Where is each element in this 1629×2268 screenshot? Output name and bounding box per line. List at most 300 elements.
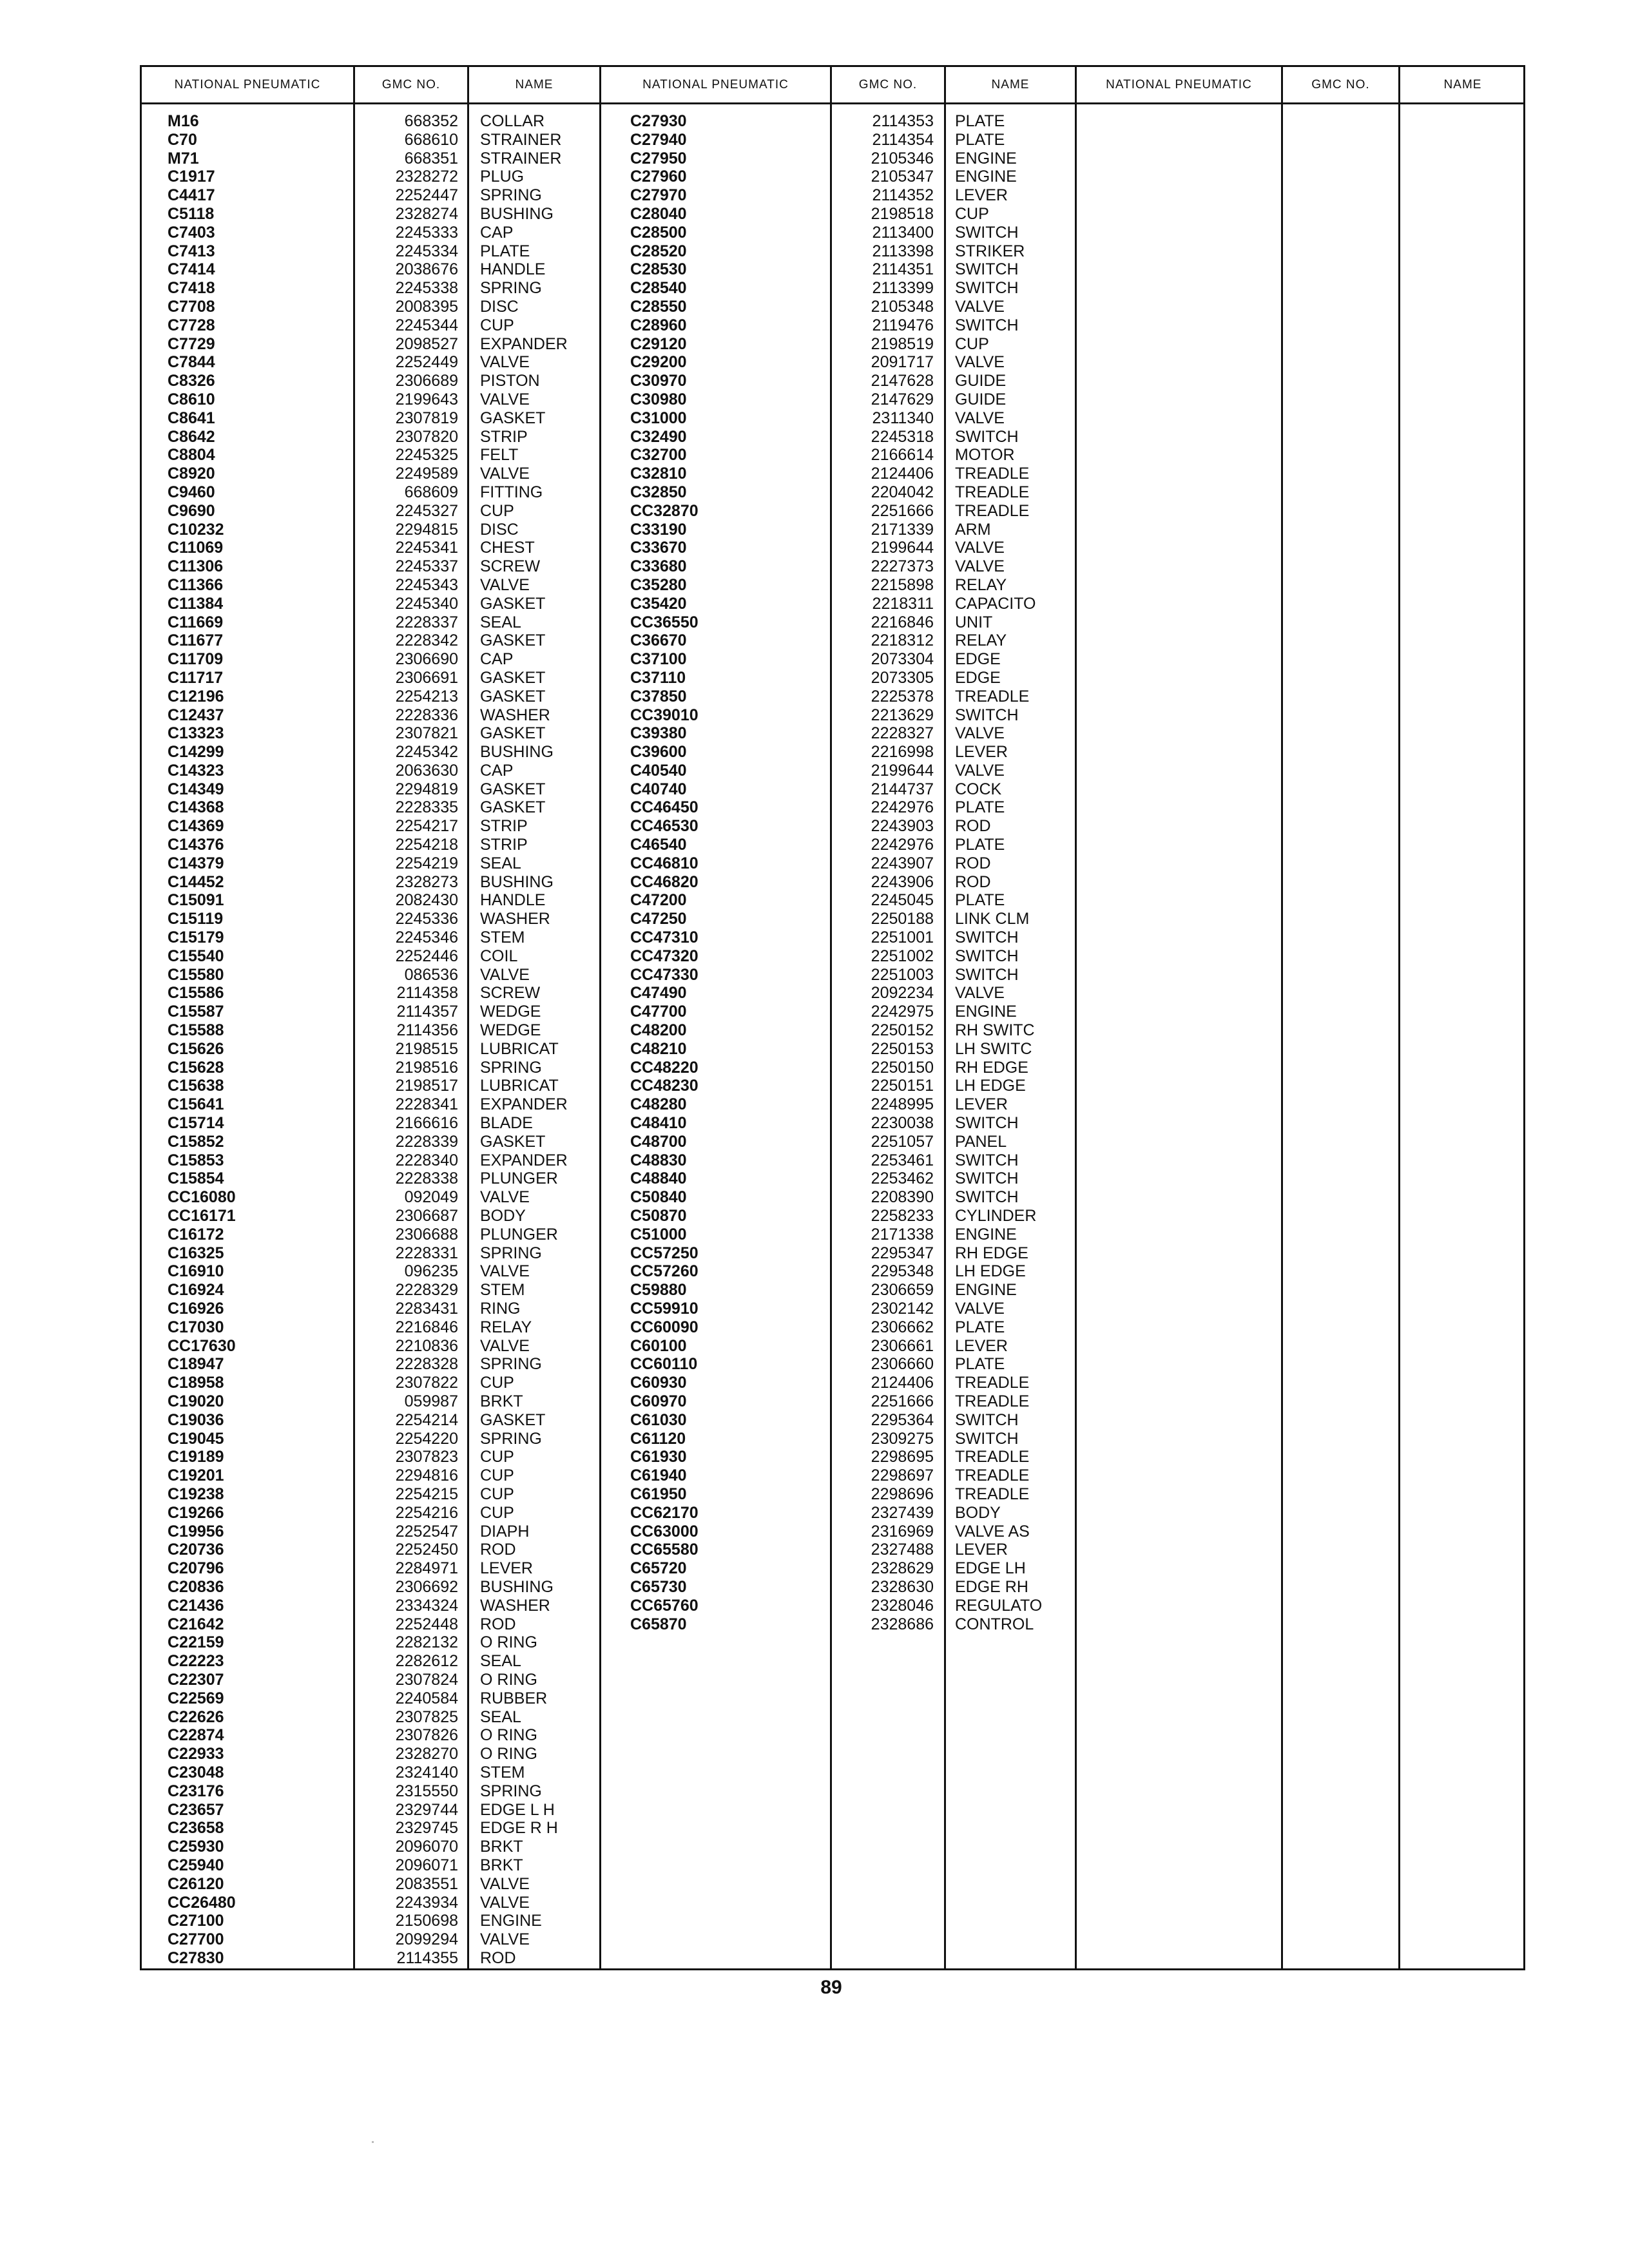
- national-pneumatic-number: C11366: [168, 575, 224, 594]
- gmc-number: 2228329: [395, 1281, 458, 1300]
- part-name: SEAL: [480, 1652, 521, 1671]
- gmc-number: 2114352: [872, 186, 934, 205]
- part-name: LEVER: [955, 1095, 1008, 1114]
- national-pneumatic-number: CC16171: [168, 1207, 236, 1225]
- gmc-number: 2198519: [871, 334, 934, 353]
- part-name: STRAINER: [480, 130, 562, 149]
- gmc-number: 2328629: [871, 1559, 934, 1578]
- part-name: VALVE: [480, 465, 530, 483]
- gmc-number: 2245340: [395, 594, 458, 613]
- gmc-number: 2210836: [395, 1336, 458, 1355]
- gmc-number: 2250188: [871, 910, 934, 928]
- gmc-number: 2240584: [395, 1689, 458, 1707]
- gmc-number: 2307822: [395, 1374, 458, 1392]
- national-pneumatic-number: C48280: [630, 1095, 687, 1114]
- gmc-number: 2302142: [871, 1300, 934, 1318]
- part-name: UNIT: [955, 613, 993, 631]
- gmc-number: 2243934: [395, 1893, 458, 1912]
- gmc-number: 2251666: [871, 501, 934, 520]
- part-name: VALVE: [955, 557, 1005, 576]
- part-name: PLUG: [480, 168, 525, 186]
- part-name: SPRING: [480, 279, 542, 298]
- part-name: COCK: [955, 780, 1002, 798]
- header-name: NAME: [515, 78, 554, 91]
- national-pneumatic-number: C48840: [630, 1169, 687, 1188]
- gmc-number: 2228335: [395, 798, 458, 817]
- gmc-number: 2250150: [871, 1058, 934, 1077]
- national-pneumatic-number: C50840: [630, 1188, 687, 1207]
- gmc-number: 2252447: [395, 186, 458, 205]
- part-name: TREADLE: [955, 1374, 1030, 1392]
- part-name: SWITCH: [955, 947, 1019, 965]
- part-name: PLATE: [480, 242, 530, 260]
- national-pneumatic-number: C50870: [630, 1207, 687, 1225]
- gmc-number: 2227373: [871, 557, 934, 576]
- part-name: VALVE: [955, 297, 1005, 316]
- gmc-number: 2147628: [871, 372, 934, 390]
- part-name: BLADE: [480, 1114, 533, 1133]
- national-pneumatic-number: C15714: [168, 1114, 224, 1133]
- national-pneumatic-number: CC36550: [630, 613, 699, 631]
- national-pneumatic-number: CC17630: [168, 1336, 236, 1355]
- part-name: PLATE: [955, 1318, 1005, 1336]
- gmc-number: 2298695: [871, 1448, 934, 1466]
- national-pneumatic-number: C21436: [168, 1596, 224, 1615]
- national-pneumatic-number: C11069: [168, 539, 224, 557]
- national-pneumatic-number: C33680: [630, 557, 687, 576]
- national-pneumatic-number: C27100: [168, 1912, 224, 1930]
- gmc-number: 2252448: [395, 1615, 458, 1633]
- gmc-number: 2099294: [395, 1930, 458, 1949]
- national-pneumatic-number: C10232: [168, 520, 224, 539]
- national-pneumatic-number: C22874: [168, 1726, 224, 1745]
- part-name: EDGE LH: [955, 1559, 1026, 1578]
- gmc-number: 2306687: [395, 1207, 458, 1225]
- national-pneumatic-number: C16172: [168, 1225, 224, 1244]
- part-name: TREADLE: [955, 483, 1030, 501]
- national-pneumatic-number: C28520: [630, 242, 687, 260]
- gmc-number: 2295348: [871, 1262, 934, 1281]
- gmc-number: 2038676: [395, 260, 458, 279]
- part-name: RUBBER: [480, 1689, 548, 1707]
- page-number: 89: [820, 1977, 842, 1998]
- national-pneumatic-number: C16926: [168, 1300, 224, 1318]
- gmc-number: 2252450: [395, 1541, 458, 1559]
- parts-cross-reference-table: [140, 65, 1525, 1970]
- gmc-number: 2307824: [395, 1670, 458, 1689]
- part-name: STRIP: [480, 427, 528, 446]
- gmc-number: 2251001: [871, 928, 934, 947]
- part-name: PLATE: [955, 836, 1005, 854]
- national-pneumatic-number: C28040: [630, 204, 687, 223]
- gmc-number: 2327488: [871, 1541, 934, 1559]
- gmc-number: 2113400: [872, 223, 934, 242]
- part-name: VALVE: [480, 1930, 530, 1949]
- part-name: SPRING: [480, 1244, 542, 1262]
- national-pneumatic-number: CC46450: [630, 798, 699, 817]
- national-pneumatic-number: C7413: [168, 242, 215, 260]
- part-name: WEDGE: [480, 1003, 541, 1021]
- national-pneumatic-number: C23048: [168, 1763, 224, 1782]
- national-pneumatic-column: [630, 112, 827, 1633]
- part-name: PLATE: [955, 798, 1005, 817]
- part-name: WASHER: [480, 1596, 550, 1615]
- part-name: CUP: [480, 501, 514, 520]
- gmc-number: 2198515: [395, 1039, 458, 1058]
- part-name: WEDGE: [480, 1021, 541, 1040]
- part-name: BUSHING: [480, 872, 554, 891]
- part-name: BUSHING: [480, 204, 554, 223]
- national-pneumatic-number: C11669: [168, 613, 224, 631]
- part-name: ROD: [480, 1541, 516, 1559]
- part-name: RELAY: [480, 1318, 532, 1336]
- part-name: BODY: [955, 1503, 1001, 1522]
- part-name: STEM: [480, 1281, 525, 1300]
- national-pneumatic-number: C23658: [168, 1819, 224, 1838]
- gmc-number: 2092234: [871, 984, 934, 1003]
- part-name: ROD: [480, 1948, 516, 1967]
- national-pneumatic-number: C47490: [630, 984, 687, 1003]
- part-name: VALVE: [480, 1262, 530, 1281]
- national-pneumatic-number: C7403: [168, 223, 215, 242]
- national-pneumatic-number: C11717: [168, 668, 224, 687]
- part-name: ROD: [955, 854, 991, 872]
- gmc-number: 2294816: [395, 1466, 458, 1485]
- part-name: GASKET: [480, 1410, 546, 1429]
- gmc-number: 2328270: [395, 1745, 458, 1763]
- gmc-number: 2245346: [395, 928, 458, 947]
- part-name: TREADLE: [955, 465, 1030, 483]
- national-pneumatic-number: CC63000: [630, 1522, 699, 1541]
- national-pneumatic-number: C16924: [168, 1281, 224, 1300]
- gmc-number: 2307823: [395, 1448, 458, 1466]
- part-name: MOTOR: [955, 446, 1015, 465]
- gmc-number: 2228337: [395, 613, 458, 631]
- part-name: BODY: [480, 1207, 526, 1225]
- part-name: STEM: [480, 1763, 525, 1782]
- part-name: TREADLE: [955, 1485, 1030, 1503]
- national-pneumatic-number: CC46530: [630, 817, 699, 836]
- part-name: SPRING: [480, 186, 542, 205]
- national-pneumatic-number: C27700: [168, 1930, 224, 1949]
- national-pneumatic-number: C4417: [168, 186, 215, 205]
- gmc-number: 2306692: [395, 1577, 458, 1596]
- national-pneumatic-number: C60100: [630, 1336, 687, 1355]
- part-name: SEAL: [480, 1707, 521, 1726]
- gmc-number: 2105346: [871, 149, 934, 168]
- part-name: GASKET: [480, 1132, 546, 1151]
- national-pneumatic-number: C5118: [168, 204, 215, 223]
- part-name: SPRING: [480, 1355, 542, 1374]
- national-pneumatic-number: C27960: [630, 168, 687, 186]
- part-name: HANDLE: [480, 891, 546, 910]
- national-pneumatic-number: C8641: [168, 408, 215, 427]
- national-pneumatic-number: C31000: [630, 408, 687, 427]
- national-pneumatic-number: C12196: [168, 687, 224, 706]
- part-name: BRKT: [480, 1392, 523, 1410]
- gmc-number: 2298697: [871, 1466, 934, 1485]
- national-pneumatic-number: C14379: [168, 854, 224, 872]
- gmc-number: 2213629: [871, 706, 934, 724]
- part-name: SWITCH: [955, 928, 1019, 947]
- national-pneumatic-number: C20836: [168, 1577, 224, 1596]
- gmc-number: 2307825: [395, 1707, 458, 1726]
- gmc-number: 086536: [404, 965, 458, 984]
- national-pneumatic-number: C14349: [168, 780, 224, 798]
- part-name: GASKET: [480, 724, 546, 743]
- gmc-number: 2198518: [871, 204, 934, 223]
- gmc-number: 2242976: [871, 798, 934, 817]
- part-name: LEVER: [480, 1559, 533, 1578]
- gmc-number: 2251666: [871, 1392, 934, 1410]
- national-pneumatic-number: C14323: [168, 761, 224, 780]
- gmc-number: 2329744: [395, 1800, 458, 1819]
- national-pneumatic-number: C8804: [168, 446, 215, 465]
- national-pneumatic-number: C7708: [168, 297, 215, 316]
- gmc-number: 2248995: [871, 1095, 934, 1114]
- gmc-number: 2251057: [871, 1132, 934, 1151]
- part-name-column: [480, 112, 598, 1968]
- national-pneumatic-number: C14368: [168, 798, 224, 817]
- gmc-number: 2254218: [395, 836, 458, 854]
- part-name: GASKET: [480, 780, 546, 798]
- gmc-number: 2253461: [871, 1151, 934, 1169]
- part-name: PLATE: [955, 130, 1005, 149]
- gmc-number: 2245343: [395, 575, 458, 594]
- part-name: O RING: [480, 1726, 537, 1745]
- national-pneumatic-number: C59880: [630, 1281, 687, 1300]
- gmc-number: 2198517: [395, 1077, 458, 1095]
- gmc-number: 2324140: [395, 1763, 458, 1782]
- part-name: SEAL: [480, 613, 521, 631]
- national-pneumatic-number: C25940: [168, 1856, 224, 1874]
- national-pneumatic-number: C27830: [168, 1948, 224, 1967]
- gmc-number: 2328273: [395, 872, 458, 891]
- gmc-number: 2254215: [395, 1485, 458, 1503]
- national-pneumatic-number: C18958: [168, 1374, 224, 1392]
- part-name: SPRING: [480, 1058, 542, 1077]
- header-gmc-no: GMC NO.: [381, 78, 441, 91]
- national-pneumatic-number: C19036: [168, 1410, 224, 1429]
- gmc-number: 2306659: [871, 1281, 934, 1300]
- part-name: ENGINE: [955, 168, 1017, 186]
- national-pneumatic-number: C15586: [168, 984, 224, 1003]
- gmc-number: 2245338: [395, 279, 458, 298]
- header-gmc-no: GMC NO.: [858, 78, 918, 91]
- national-pneumatic-number: CC60090: [630, 1318, 699, 1336]
- national-pneumatic-number: CC46820: [630, 872, 699, 891]
- gmc-number: 2114356: [396, 1021, 458, 1040]
- gmc-number: 2216846: [871, 613, 934, 631]
- part-name: LEVER: [955, 1541, 1008, 1559]
- part-name: VALVE: [480, 390, 530, 408]
- part-name: SCREW: [480, 557, 541, 576]
- national-pneumatic-number: C7729: [168, 334, 215, 353]
- part-name: STRAINER: [480, 149, 562, 168]
- national-pneumatic-number: CC57250: [630, 1244, 699, 1262]
- gmc-number: 2306691: [395, 668, 458, 687]
- gmc-number: 2245045: [871, 891, 934, 910]
- gmc-number: 2298696: [871, 1485, 934, 1503]
- national-pneumatic-number: C37850: [630, 687, 687, 706]
- part-name: RELAY: [955, 575, 1007, 594]
- part-name: LUBRICAT: [480, 1077, 559, 1095]
- national-pneumatic-number: C16910: [168, 1262, 224, 1281]
- part-name: STEM: [480, 928, 525, 947]
- national-pneumatic-number: CC47310: [630, 928, 699, 947]
- national-pneumatic-number: C47700: [630, 1003, 687, 1021]
- national-pneumatic-number: C29120: [630, 334, 687, 353]
- header-national-pneumatic: NATIONAL PNEUMATIC: [1106, 78, 1252, 91]
- gmc-number: 2245334: [395, 242, 458, 260]
- part-name: LH EDGE: [955, 1262, 1026, 1281]
- part-name: LH SWITC: [955, 1039, 1032, 1058]
- part-name: CAP: [480, 761, 514, 780]
- part-name: GASKET: [480, 594, 546, 613]
- gmc-number: 2311340: [872, 408, 934, 427]
- part-name: COLLAR: [480, 112, 545, 130]
- part-name: WASHER: [480, 706, 550, 724]
- national-pneumatic-number: C15638: [168, 1077, 224, 1095]
- national-pneumatic-number: C32810: [630, 465, 687, 483]
- gmc-number: 2307821: [395, 724, 458, 743]
- part-name: VALVE: [955, 539, 1005, 557]
- part-name: SWITCH: [955, 1114, 1019, 1133]
- gmc-number: 2228328: [395, 1355, 458, 1374]
- national-pneumatic-column: [168, 112, 351, 1968]
- national-pneumatic-number: C15540: [168, 947, 224, 965]
- part-name: VALVE: [480, 965, 530, 984]
- gmc-number: 2306690: [395, 650, 458, 669]
- gmc-number: 2204042: [871, 483, 934, 501]
- national-pneumatic-number: C65720: [630, 1559, 687, 1578]
- national-pneumatic-number: C28960: [630, 316, 687, 334]
- national-pneumatic-number: C11384: [168, 594, 224, 613]
- part-name: SWITCH: [955, 1169, 1019, 1188]
- gmc-number: 2083551: [395, 1874, 458, 1893]
- gmc-number: 2306689: [395, 372, 458, 390]
- part-name: SCREW: [480, 984, 541, 1003]
- part-name: LEVER: [955, 186, 1008, 205]
- gmc-number: 2114355: [396, 1948, 458, 1967]
- gmc-number: 2114351: [872, 260, 934, 279]
- part-name: PLUNGER: [480, 1225, 558, 1244]
- national-pneumatic-number: C48410: [630, 1114, 687, 1133]
- gmc-number: 2295364: [871, 1410, 934, 1429]
- gmc-number: 2309275: [871, 1429, 934, 1448]
- national-pneumatic-number: C60970: [630, 1392, 687, 1410]
- gmc-number: 2328272: [395, 168, 458, 186]
- national-pneumatic-number: C15641: [168, 1095, 224, 1114]
- national-pneumatic-number: CC60110: [630, 1355, 698, 1374]
- national-pneumatic-number: M16: [168, 112, 199, 130]
- part-name: WASHER: [480, 910, 550, 928]
- national-pneumatic-number: C15587: [168, 1003, 224, 1021]
- national-pneumatic-number: C65730: [630, 1577, 687, 1596]
- gmc-number: 2218312: [871, 631, 934, 650]
- gmc-number: 2250152: [871, 1021, 934, 1040]
- national-pneumatic-number: C35280: [630, 575, 687, 594]
- gmc-number: 2306662: [871, 1318, 934, 1336]
- gmc-number: 2114354: [872, 130, 934, 149]
- gmc-number: 2166616: [395, 1114, 458, 1133]
- part-name: TREADLE: [955, 1448, 1030, 1466]
- part-name: BRKT: [480, 1838, 523, 1856]
- gmc-number: 2249589: [395, 465, 458, 483]
- part-name: TREADLE: [955, 687, 1030, 706]
- part-name: VALVE: [480, 1874, 530, 1893]
- national-pneumatic-number: C61030: [630, 1410, 687, 1429]
- part-name: SWITCH: [955, 1151, 1019, 1169]
- gmc-number: 2198516: [395, 1058, 458, 1077]
- part-name: CUP: [480, 1466, 514, 1485]
- part-name: ENGINE: [955, 1225, 1017, 1244]
- national-pneumatic-number: C11709: [168, 650, 224, 669]
- gmc-number: 2315550: [395, 1782, 458, 1800]
- national-pneumatic-number: C33190: [630, 520, 687, 539]
- part-name: LUBRICAT: [480, 1039, 559, 1058]
- gmc-number: 059987: [404, 1392, 458, 1410]
- gmc-number: 2284971: [395, 1559, 458, 1578]
- part-name: VALVE: [480, 575, 530, 594]
- part-name: PLATE: [955, 1355, 1005, 1374]
- part-name: GUIDE: [955, 390, 1007, 408]
- national-pneumatic-number: CC26480: [168, 1893, 236, 1912]
- national-pneumatic-number: C48210: [630, 1039, 687, 1058]
- national-pneumatic-number: CC47320: [630, 947, 699, 965]
- national-pneumatic-number: C14299: [168, 743, 224, 762]
- national-pneumatic-number: C33670: [630, 539, 687, 557]
- gmc-number: 2295347: [871, 1244, 934, 1262]
- gmc-number: 2114353: [872, 112, 934, 130]
- column-divider: [1075, 67, 1077, 1968]
- part-name: TREADLE: [955, 1466, 1030, 1485]
- part-name: EDGE R H: [480, 1819, 558, 1838]
- national-pneumatic-number: C14376: [168, 836, 224, 854]
- gmc-number: 2334324: [395, 1596, 458, 1615]
- part-name: ROD: [955, 872, 991, 891]
- part-name: SWITCH: [955, 1410, 1019, 1429]
- part-name: GASKET: [480, 631, 546, 650]
- national-pneumatic-number: C19020: [168, 1392, 224, 1410]
- gmc-number: 2251002: [871, 947, 934, 965]
- national-pneumatic-number: C7844: [168, 353, 215, 372]
- national-pneumatic-number: C48700: [630, 1132, 687, 1151]
- part-name: HANDLE: [480, 260, 546, 279]
- column-divider: [1398, 67, 1400, 1968]
- part-name: VALVE: [955, 724, 1005, 743]
- gmc-number: 2254217: [395, 817, 458, 836]
- national-pneumatic-number: CC65580: [630, 1541, 699, 1559]
- part-name: DIAPH: [480, 1522, 530, 1541]
- national-pneumatic-number: CC47330: [630, 965, 699, 984]
- part-name: VALVE: [955, 1300, 1005, 1318]
- gmc-number: 2124406: [871, 1374, 934, 1392]
- part-name: ENGINE: [480, 1912, 542, 1930]
- column-divider: [1281, 67, 1283, 1968]
- part-name: SWITCH: [955, 965, 1019, 984]
- part-name: SWITCH: [955, 706, 1019, 724]
- national-pneumatic-number: C47200: [630, 891, 687, 910]
- part-name: EDGE RH: [955, 1577, 1028, 1596]
- national-pneumatic-number: C40540: [630, 761, 687, 780]
- gmc-number: 2245342: [395, 743, 458, 762]
- gmc-number: 2253462: [871, 1169, 934, 1188]
- gmc-number: 2228331: [395, 1244, 458, 1262]
- gmc-number: 2328046: [871, 1596, 934, 1615]
- national-pneumatic-number: C13323: [168, 724, 224, 743]
- national-pneumatic-number: C61120: [630, 1429, 686, 1448]
